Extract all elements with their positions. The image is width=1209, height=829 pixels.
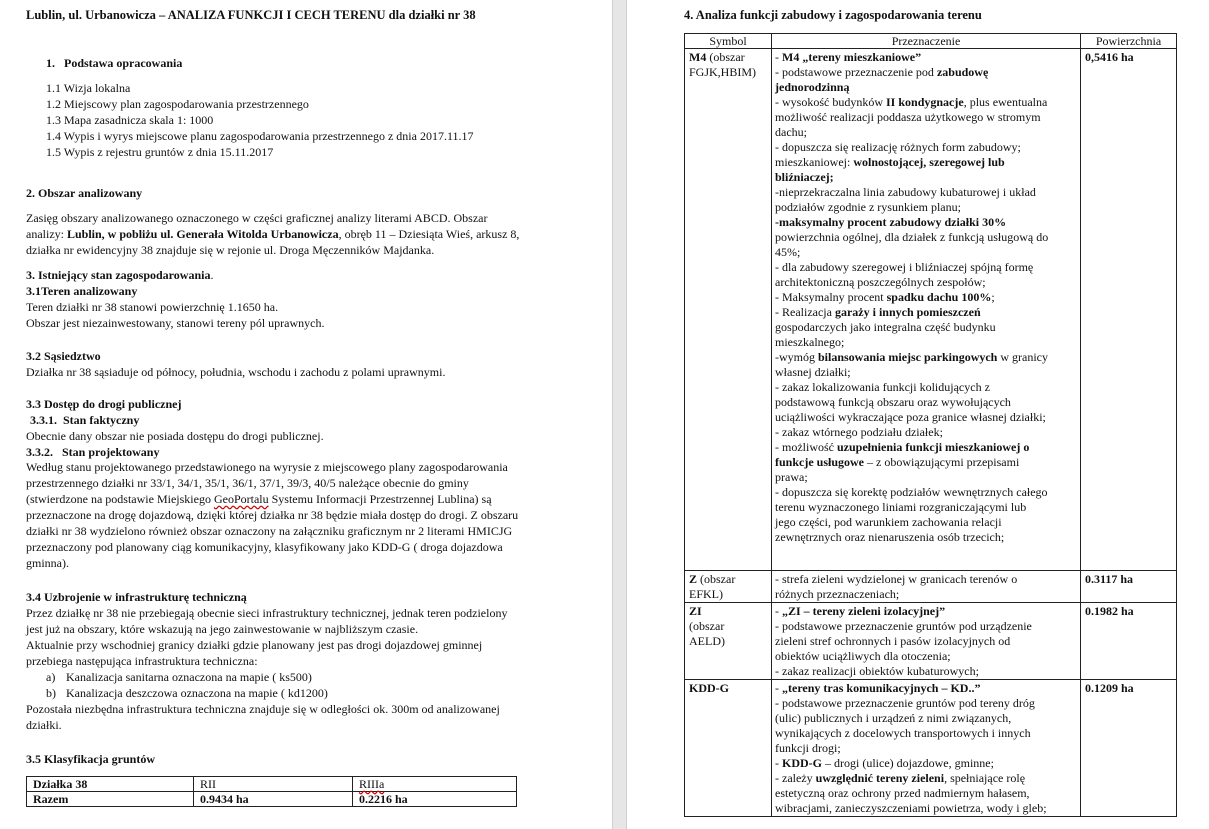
purpose-line: architektoniczną poszczególnych zespołów; [775,275,986,289]
soil-classification-table [26,776,517,807]
table-row [685,49,1177,571]
table-cell: Działka 38 [27,777,194,792]
purpose-line: - wysokość budynków II kondygnacje, plus ewentualna [775,95,1048,109]
symbol-cell [685,680,772,817]
purpose-line: -maksymalny procent zabudowy działki 30% [775,215,1007,229]
symbol-line: FGJK,HBIM) [689,65,757,79]
section-1-title: 1. Podstawa opracowania [46,56,183,70]
table-header-row [685,34,1177,49]
paragraph-line: (stwierdzone na podstawie Miejskiego GeoPortalu Systemu Informacji Przestrzennej Lublina) są [26,492,492,506]
purpose-line: - dopuszcza się korektę podziałów wewnętrznych całego [775,485,1048,499]
section-4-title: 4. Analiza funkcji zabudowy i zagospodarowania terenu [684,8,982,22]
table-cell: 0.9434 ha [194,792,353,807]
list-item: 1.1 Wizja lokalna [46,81,131,95]
symbol-cell [685,49,772,571]
list-item: 1.2 Miejscowy plan zagospodarowania przestrzennego [46,97,309,111]
symbol-cell [685,571,772,603]
symbol-cell [685,603,772,680]
purpose-line: - „tereny tras komunikacyjnych – KD..” [775,681,981,695]
purpose-line: -wymóg bilansowania miejsc parkingowych w granicy [775,350,1049,364]
spellcheck-underline: RIIIa [359,777,385,791]
symbol-line: (obszar [689,619,725,633]
purpose-line: gospodarczych jako integralna część budynku [775,320,996,334]
subsection-title: 3.3.1. Stan faktyczny [30,413,140,427]
column-header: Przeznaczenie [772,34,1081,49]
symbol-line: M4 (obszar [689,50,745,64]
spellcheck-underline: GeoPortalu [213,492,269,506]
list-item: Kanalizacja sanitarna oznaczona na mapie ( ks500) [66,670,312,684]
area-cell: 0.3117 ha [1081,571,1177,603]
purpose-line: jego części, pod warunkiem zachowania relacji [775,515,1002,529]
purpose-line: funkcji drogi; [775,741,841,755]
symbol-line: Z (obszar [689,572,736,586]
paragraph-line: Obszar jest niezainwestowany, stanowi tereny pól uprawnych. [26,316,325,330]
section-34-title: 3.4 Uzbrojenie w infrastrukturę techniczną [26,590,247,604]
purpose-line: - Maksymalny procent spadku dachu 100%; [775,290,995,304]
table-cell: 0.2216 ha [353,792,517,807]
section-3-title: 3. Istniejący stan zagospodarowania. [26,268,214,282]
paragraph-line: Obecnie dany obszar nie posiada dostępu do drogi publicznej. [26,429,324,443]
paragraph-line: przebiega następująca infrastruktura techniczna: [26,654,258,668]
purpose-cell [772,571,1081,603]
list-marker: b) [46,686,56,700]
purpose-line: - podstawowe przeznaczenie gruntów pod tereny dróg [775,696,1035,710]
purpose-line: - zakaz lokalizowania funkcji kolidujących z [775,380,990,394]
purpose-line: mieszkalnego; [775,335,845,349]
section-2-title: 2. Obszar analizowany [26,186,143,200]
purpose-line: obiektów uciążliwych dla otoczenia; [775,649,951,663]
list-marker: a) [46,670,56,684]
purpose-line: - zależy uwzględnić tereny zieleni, spełniające rolę [775,771,1026,785]
table-row [685,603,1177,680]
purpose-line: estetyczną oraz ochrony przed nadmiernym hałasem, [775,786,1030,800]
paragraph-line: przestrzennego działki nr 33/1, 34/1, 35/1, 36/1, 37/1, 39/3, 40/5 należące obecnie do gminy [26,476,469,490]
purpose-line: - podstawowe przeznaczenie gruntów pod urządzenie [775,619,1032,633]
table-cell [353,777,517,792]
area-cell: 0.1982 ha [1081,603,1177,680]
paragraph-line: Teren działki nr 38 stanowi powierzchnię 1.1650 ha. [26,300,279,314]
purpose-line: wynikających z docelowych transportowych i innych [775,726,1031,740]
purpose-line: - „ZI – tereny zieleni izolacyjnej” [775,604,946,618]
purpose-line: powierzchnia ogólnej, dla działek z funkcją usługową do [775,230,1049,244]
purpose-line: -nieprzekraczalna linia zabudowy kubaturowej i układ [775,185,1036,199]
column-header: Powierzchnia [1081,34,1177,49]
purpose-line: funkcje usługowe – z obowiązującymi przepisami [775,455,1020,469]
purpose-line: - strefa zieleni wydzielonej w granicach terenów o [775,572,1018,586]
purpose-line: wibracjami, zanieczyszczeniami powietrza, wody i gleb; [775,801,1047,815]
purpose-line: możliwość realizacji poddasza użytkowego w stromym [775,110,1041,124]
purpose-line: własnej działki; [775,365,851,379]
symbol-line: KDD-G [689,681,729,695]
table-row [685,571,1177,603]
paragraph-line: przeznaczone na drogę dojazdową, dzięki której działka nr 38 będzie miała dostęp do drogi. Z obszaru [26,508,519,522]
symbol-line: AELD) [689,634,725,648]
paragraph-line: Działka nr 38 sąsiaduje od północy, południa, wschodu i zachodu z polami uprawnymi. [26,365,446,379]
symbol-line: EFKL) [689,587,723,601]
purpose-line: - dla zabudowy szeregowej i bliźniaczej spójną formę [775,260,1034,274]
list-item: 1.4 Wypis i wyrys miejscowe planu zagospodarowania przestrzennego z dnia 2017.11.17 [46,129,474,143]
purpose-line: (ulic) publicznych i urządzeń z nimi związanych, [775,711,1012,725]
table-row [685,680,1177,817]
subsection-title: 3.1Teren analizowany [26,284,138,298]
purpose-line: - zakaz realizacji obiektów kubaturowych; [775,664,979,678]
column-header: Symbol [685,34,772,49]
table-row [27,792,517,807]
table-cell: RII [194,777,353,792]
paragraph-line: Według stanu projektowanego przedstawionego na wyrysie z miejscowego plany zagospodarowania [26,460,508,474]
purpose-cell [772,680,1081,817]
document-header: Lublin, ul. Urbanowicza – ANALIZA FUNKCJI I CECH TERENU dla działki nr 38 [26,8,476,22]
purpose-line: bliźniaczej; [775,170,834,184]
purpose-line: 45%; [775,245,801,259]
function-analysis-table [684,33,1177,817]
purpose-line: prawa; [775,470,808,484]
paragraph-line: działki nr 38 wydzielono również obszar oznaczony na załączniku graficznym nr 2 literami HMICJG [26,524,513,538]
subsection-title: 3.2 Sąsiedztwo [26,349,101,363]
subsection-title: 3.3 Dostęp do drogi publicznej [26,397,182,411]
purpose-line: podstawową funkcją obszaru oraz wywołujących [775,395,1011,409]
paragraph-line: Zasięg obszary analizowanego oznaczonego w części graficznej analizy literami ABCD. Obszar [26,211,488,225]
list-item: 1.5 Wypis z rejestru gruntów z dnia 15.11.2017 [46,145,274,159]
purpose-line: różnych przeznaczeniach; [775,587,900,601]
purpose-line: - możliwość uzupełnienia funkcji mieszkaniowej o [775,440,1030,454]
purpose-line: mieszkaniowej: wolnostojącej, szeregowej lub [775,155,1005,169]
section-35-title: 3.5 Klasyfikacja gruntów [26,752,155,766]
purpose-line: podziałów zgodnie z rysunkiem planu; [775,200,961,214]
list-item: Kanalizacja deszczowa oznaczona na mapie ( kd1200) [66,686,328,700]
purpose-line: jednorodzinną [775,80,850,94]
purpose-line: - zakaz wtórnego podziału działek; [775,425,943,439]
purpose-line: zieleni stref ochronnych i pasów izolacyjnych od [775,634,1011,648]
paragraph-line: Przez działkę nr 38 nie przebiegają obecnie sieci infrastruktury technicznej, jednak teren podzielony [26,606,508,620]
document-page-right [626,0,1209,829]
paragraph-line: gminna). [26,556,69,570]
purpose-line: uciążliwości wykraczające poza granice własnej działki; [775,410,1046,424]
list-item: 1.3 Mapa zasadnicza skala 1: 1000 [46,113,214,127]
paragraph-line: analizy: Lublin, w pobliżu ul. Generała Witolda Urbanowicza, obręb 11 – Dziesiąta Wieś, arkusz 8, [26,227,520,241]
purpose-line: - Realizacja garaży i innych pomieszczeń [775,305,981,319]
table-cell: Razem [27,792,194,807]
area-cell: 0.1209 ha [1081,680,1177,817]
purpose-cell [772,49,1081,571]
subsection-title: 3.3.2. Stan projektowany [26,445,160,459]
purpose-line: - podstawowe przeznaczenie pod zabudowę [775,65,989,79]
paragraph-line: Pozostała niezbędna infrastruktura techniczna znajduje się w odległości ok. 300m od analizowanej [26,702,500,716]
purpose-line: - M4 „tereny mieszkaniowe” [775,50,922,64]
purpose-line: zewnętrznych oraz nienaruszenia osób trzecich; [775,530,1005,544]
area-cell: 0,5416 ha [1081,49,1177,571]
purpose-line: terenu wyznaczonego liniami rozgraniczającymi lub [775,500,1027,514]
purpose-line: - dopuszcza się realizację różnych form zabudowy; [775,140,1021,154]
purpose-line: - KDD-G – drogi (ulice) dojazdowe, gminne; [775,756,994,770]
purpose-line: dachu; [775,125,807,139]
paragraph-line: działka nr ewidencyjny 38 znajduje się w rejonie ul. Droga Męczenników Majdanka. [26,243,435,257]
paragraph-line: działki. [26,718,62,732]
table-row [27,777,517,792]
purpose-cell [772,603,1081,680]
symbol-line: ZI [689,604,702,618]
paragraph-line: Aktualnie przy wschodniej granicy działki gdzie planowany jest pas drogi dojazdowej gminnej [26,638,483,652]
paragraph-line: jest już na obszary, które wskazują na jego zainwestowanie w najbliższym czasie. [26,622,419,636]
paragraph-line: przeznaczony pod planowany ciąg komunikacyjny, klasyfikowany jako KDD-G ( droga dojazdowa [26,540,503,554]
